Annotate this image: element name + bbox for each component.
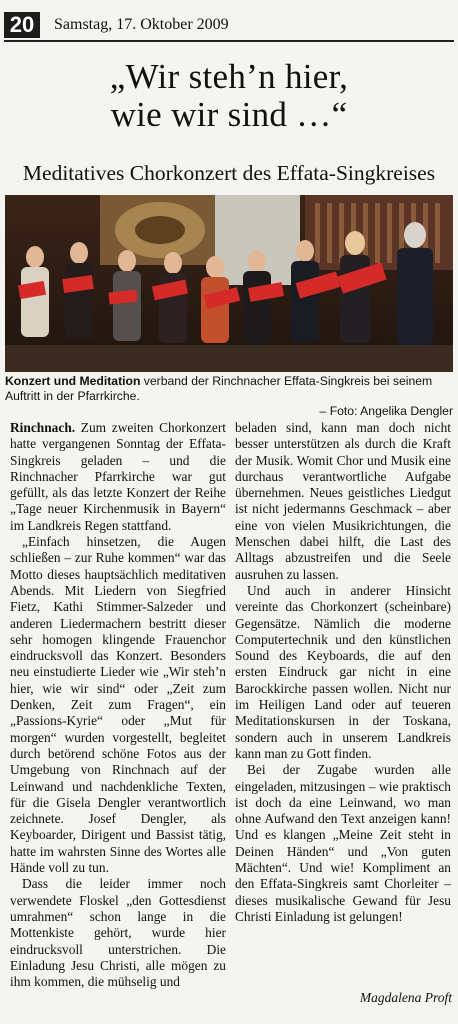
photo-credit: – Foto: Angelika Dengler (319, 404, 453, 418)
photo-caption (5, 374, 453, 419)
issue-date: Samstag, 17. Oktober 2009 (54, 16, 229, 33)
article-column-left (10, 420, 226, 990)
headline (0, 58, 458, 134)
author-byline: Magdalena Proft (359, 990, 452, 1005)
headline-line-2: wie wir sind …“ (110, 95, 348, 134)
paragraph (10, 420, 226, 534)
paragraph: Bei der Zugabe wurden alle eingeladen, mitzusingen – wie praktisch ist doch da eine Leinwand, wo man ohne Aufwand den Text anzeigen kann! Und es klangen „Meine Zeit steht in Deinen Händen“ und „Von guten Mächten“. Und wie! Kompliment an den Effata-Singkreis samt Chorleiter – dieses musikalische Gewand für Jesu Christi Einladung ist gelungen! (235, 762, 451, 924)
paragraph-text: Zum zweiten Chorkonzert hatte vergangenen Sonntag der Effata-Singkreis geladen – und die Rinchnacher Pfarrkirche war gut gefüllt, als das letzte Konzert der Reihe „Tage neuer Kirchenmusik in Bayern“ im Landkreis Regen stattfand. (10, 420, 226, 533)
headline-line-1: „Wir steh’n hier, (109, 57, 349, 96)
paragraph: Und auch in anderer Hinsicht vereinte das Chorkonzert (scheinbare) Gegensätze. Nämlich die moderne Computertechnik und den künstlichen Sound des Keyboards, die auf den ersten Eindruck gar nicht in eine Barockkirche passen wollen. Nicht nur im Heiligen Land oder auf teueren Meditationskursen in der Toskana, sondern auch in unserem Landkreis kann man zu Gott finden. (235, 582, 451, 761)
choir-photo (5, 195, 453, 372)
paragraph: beladen sind, kann man doch nicht besser unterstützen als durch die Kraft der Musik. Womit Chor und Musik eine durchaus verantwortliche Aufgabe übernehmen. Neues geistliches Liedgut ist nicht jedermanns Geschmack – aber eine von vielen Musikrichtungen, die Menschen dabei hilft, die Last des Alltags abzustreifen und die Seele ausruhen zu lassen. (235, 420, 451, 582)
paragraph: „Einfach hinsetzen, die Augen schließen – zur Ruhe kommen“ war das Motto dieses hauptsächlich meditativen Abends. Mit Liedern von Siegfried Fietz, Kathi Stimmer-Salzeder und anderen Liedermachern bestritt dieser sehr homogen klingende Frauenchor eindrucksvoll das Konzert. Besonders neu einstudierte Lieder wie „Wir steh’n hier, wie wir sind“ oder „Zeit zum Denken, Zeit zum Fragen“, ein „Passions-Kyrie“ oder „Mut für morgen“ wurden vorgestellt, begleitet durch betörend schöne Fotos aus der Umgebung von Rinchnach auf der Leinwand und nachdenkliche Texten, für die Gisela Dengler verantwortlich zeichnete. Josef Dengler, als Keyboarder, Dirigent und Bassist tätig, hatte im wahrsten Sinne des Wortes alle Hände voll zu tun. (10, 534, 226, 876)
caption-lead: Konzert und Meditation (5, 374, 141, 388)
page-number: 20 (4, 12, 40, 38)
paragraph: Dass die leider immer noch verwendete Floskel „den Gottesdienst umrahmen“ schon lange in die Mottenkiste gehört, wurde hier eindrucksvoll unterstrichen. Die Einladung Jesu Christi, alle mögen zu ihm kommen, die mühselig und (10, 876, 226, 990)
header-rule (4, 40, 454, 42)
caption-text: verband der Rinchnacher Effata-Singkreis bei seinem Auftritt in der Pfarrkirche. (5, 374, 433, 403)
article-column-right (235, 420, 451, 925)
dateline: Rinchnach. (10, 420, 76, 435)
subheadline: Meditatives Chorkonzert des Effata-Singkreises (22, 161, 436, 185)
